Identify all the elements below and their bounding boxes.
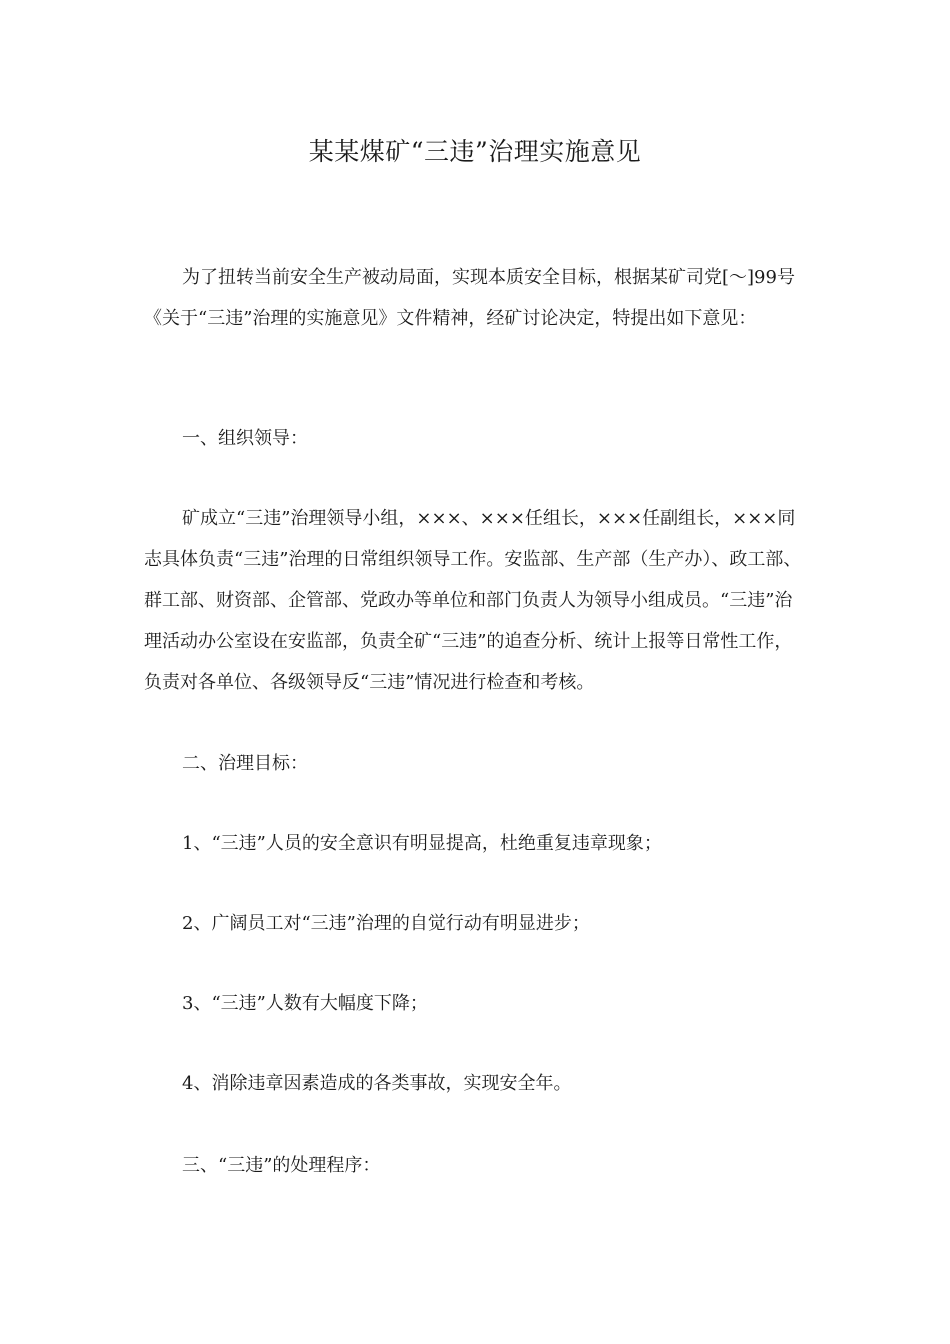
document-title: 某某煤矿“三违”治理实施意见 bbox=[308, 137, 642, 166]
organization-paragraph: 矿成立“三违”治理领导小组，×××、×××任组长，×××任副组长，×××同志具体负责“三违”治理的日常组织领导工作。安监部、生产部（生产办）、政工部、群工部、财资部、企管部、党政办等单位和部门负责人为领导小组成员。“三违”治理活动办公室设在安监部，负责全矿“三违”的追查分析、统计上报等日常性工作，负责对各单位、各级领导反“三违”情况进行检查和考核。 bbox=[144, 508, 802, 693]
section-heading-goals: 二、治理目标： bbox=[182, 753, 308, 774]
section-heading-organization: 一、组织领导： bbox=[182, 428, 308, 449]
goal-item: 3、“三违”人数有大幅度下降； bbox=[182, 993, 428, 1014]
intro-paragraph: 为了扭转当前安全生产被动局面，实现本质安全目标，根据某矿司党[～]99号《关于“三违”治理的实施意见》文件精神，经矿讨论决定，特提出如下意见： bbox=[144, 267, 795, 329]
goal-item: 1、“三违”人员的安全意识有明显提高，杜绝重复违章现象； bbox=[182, 833, 662, 854]
section-heading-procedure: 三、“三违”的处理程序： bbox=[182, 1155, 381, 1176]
goal-item: 2、广阔员工对“三违”治理的自觉行动有明显进步； bbox=[182, 913, 590, 934]
goal-item: 4、消除违章因素造成的各类事故，实现安全年。 bbox=[182, 1073, 572, 1094]
